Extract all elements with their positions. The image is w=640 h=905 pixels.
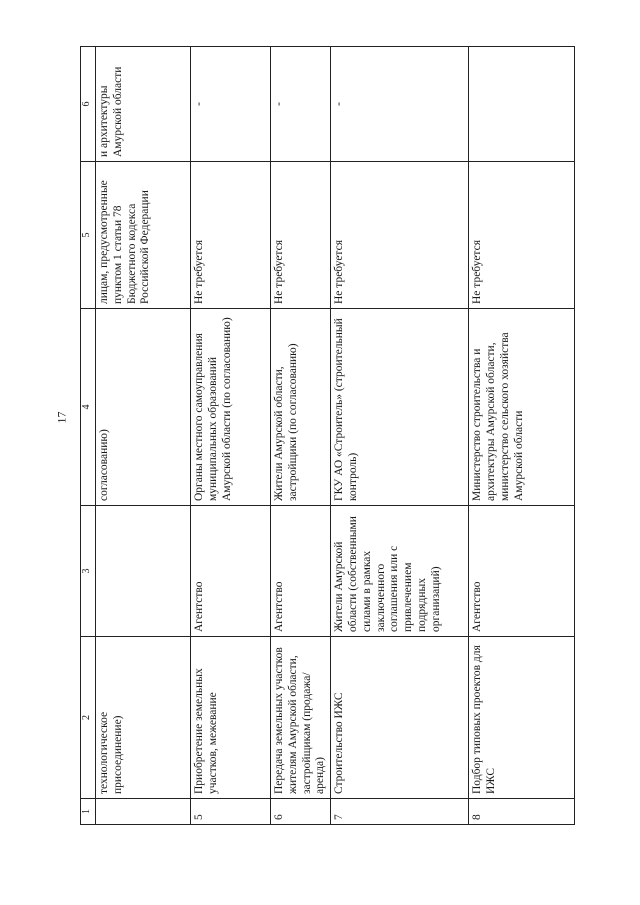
- cell-participants: ГКУ АО «Строитель» (строительный контроль): [331, 309, 469, 506]
- table-row: [271, 47, 331, 825]
- column-number-row: [81, 47, 96, 825]
- cell-participants: Органы местного самоуправления муниципальных образований Амурской области (по согласованию): [191, 309, 271, 506]
- cell-responsible: Жители Амурской области (собственными силами в рамках заключенного соглашения или с привлечением подрядных организаций): [331, 506, 469, 637]
- cell-action: Строительство ИЖС: [331, 637, 469, 799]
- rotated-table-container: [80, 47, 575, 825]
- cell-responsible: [96, 506, 191, 637]
- cell-action: Подбор типовых проектов для ИЖС: [469, 637, 575, 799]
- plan-table: [80, 46, 575, 825]
- cell-funding: Не требуется: [331, 162, 469, 309]
- column-number: 4: [81, 309, 96, 506]
- row-number: 8: [469, 799, 575, 825]
- cell-funding: Не требуется: [191, 162, 271, 309]
- table-row: [331, 47, 469, 825]
- cell-participants: согласованию): [96, 309, 191, 506]
- row-number: 6: [271, 799, 331, 825]
- cell-responsible: Агентство: [469, 506, 575, 637]
- table-row: [469, 47, 575, 825]
- cell-responsible: Агентство: [271, 506, 331, 637]
- cell-funding: лицам, предусмотренные пунктом 1 статьи 78 Бюджетного кодекса Российской Федерации: [96, 162, 191, 309]
- cell-action: Передача земельных участков жителям Амурской области, застройщикам (продажа/аренда): [271, 637, 331, 799]
- column-number: 3: [81, 506, 96, 637]
- page-number: 17: [54, 411, 69, 424]
- column-number: 2: [81, 637, 96, 799]
- cell-funding: Не требуется: [271, 162, 331, 309]
- row-number: 7: [331, 799, 469, 825]
- column-number: 6: [81, 47, 96, 162]
- cell-participants: Жители Амурской области, застройщики (по согласованию): [271, 309, 331, 506]
- cell-coexecutor: -: [191, 47, 271, 162]
- cell-action: технологическое присоединение): [96, 637, 191, 799]
- cell-funding: Не требуется: [469, 162, 575, 309]
- cell-coexecutor: и архитектуры Амурской области: [96, 47, 191, 162]
- cell-participants: Министерство строительства и архитектуры Амурской области, министерство сельского хозяйства Амурской области: [469, 309, 575, 506]
- row-number: [96, 799, 191, 825]
- cell-coexecutor: -: [331, 47, 469, 162]
- table-row: [96, 47, 191, 825]
- column-number: 5: [81, 162, 96, 309]
- cell-action: Приобретение земельных участков, межевание: [191, 637, 271, 799]
- cell-coexecutor: -: [271, 47, 331, 162]
- table-row: [191, 47, 271, 825]
- row-number: 5: [191, 799, 271, 825]
- column-number: 1: [81, 799, 96, 825]
- cell-responsible: Агентство: [191, 506, 271, 637]
- cell-coexecutor: [469, 47, 575, 162]
